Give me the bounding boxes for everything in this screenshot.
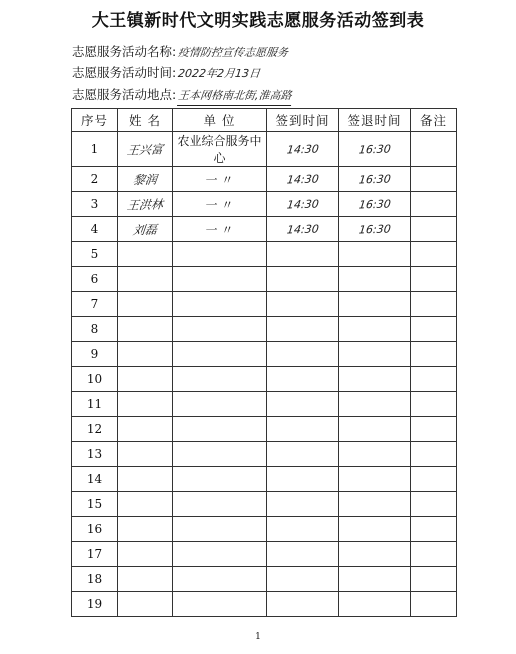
header-name: 姓 名 bbox=[118, 109, 173, 132]
activity-place-line bbox=[72, 86, 292, 104]
sign-in-time-text: 14:30 bbox=[285, 172, 320, 187]
row-number: 5 bbox=[72, 242, 118, 267]
unit-cell bbox=[173, 392, 267, 417]
sign-in-time-text: 14:30 bbox=[285, 197, 320, 212]
activity-place-value: 王本网格南北街,淮高路 bbox=[177, 87, 292, 106]
row-number: 15 bbox=[72, 492, 118, 517]
sign-in-time-text: 14:30 bbox=[285, 222, 320, 237]
table-row bbox=[72, 167, 457, 192]
sign-in-time bbox=[267, 342, 339, 367]
page-number: 1 bbox=[255, 632, 261, 642]
sign-out-time bbox=[339, 417, 411, 442]
unit-cell: 农业综合服务中心 bbox=[173, 132, 267, 167]
sign-in-time bbox=[267, 517, 339, 542]
note-cell bbox=[411, 192, 457, 217]
sign-in-time bbox=[267, 567, 339, 592]
sign-in-time bbox=[267, 392, 339, 417]
activity-time-value: 2022年2月13日 bbox=[177, 67, 261, 80]
activity-name-value: 疫情防控宣传志愿服务 bbox=[177, 46, 289, 59]
sign-in-time bbox=[267, 417, 339, 442]
row-number: 17 bbox=[72, 542, 118, 567]
signature bbox=[118, 342, 173, 367]
sign-in-time bbox=[267, 467, 339, 492]
signature bbox=[118, 567, 173, 592]
sign-out-time bbox=[339, 317, 411, 342]
sign-in-time bbox=[267, 367, 339, 392]
sign-in-time bbox=[267, 542, 339, 567]
row-number: 7 bbox=[72, 292, 118, 317]
sign-out-time bbox=[339, 567, 411, 592]
note-cell bbox=[411, 517, 457, 542]
note-cell bbox=[411, 567, 457, 592]
sign-in-time bbox=[267, 292, 339, 317]
signature bbox=[118, 417, 173, 442]
header-note: 备注 bbox=[411, 109, 457, 132]
activity-time-label: 志愿服务活动时间: bbox=[72, 65, 177, 80]
signature bbox=[118, 542, 173, 567]
signature bbox=[118, 492, 173, 517]
signature bbox=[118, 392, 173, 417]
sign-in-time bbox=[267, 267, 339, 292]
sign-out-time-text: 16:30 bbox=[357, 222, 392, 237]
row-number: 12 bbox=[72, 417, 118, 442]
table-row bbox=[72, 217, 457, 242]
sign-out-time bbox=[339, 342, 411, 367]
table-row bbox=[72, 292, 457, 317]
table-row bbox=[72, 517, 457, 542]
sign-in-time bbox=[267, 442, 339, 467]
unit-cell bbox=[173, 567, 267, 592]
signature bbox=[118, 592, 173, 617]
header-no: 序号 bbox=[72, 109, 118, 132]
header-sign-out: 签退时间 bbox=[339, 109, 411, 132]
note-cell bbox=[411, 267, 457, 292]
sign-out-time bbox=[339, 192, 411, 217]
unit-cell bbox=[173, 367, 267, 392]
sign-out-time bbox=[339, 492, 411, 517]
sign-out-time bbox=[339, 292, 411, 317]
note-cell bbox=[411, 167, 457, 192]
signature bbox=[118, 242, 173, 267]
sign-out-time bbox=[339, 267, 411, 292]
unit-cell bbox=[173, 242, 267, 267]
activity-place-label: 志愿服务活动地点: bbox=[72, 87, 177, 102]
sign-out-time bbox=[339, 167, 411, 192]
note-cell bbox=[411, 132, 457, 167]
signature bbox=[118, 367, 173, 392]
signature bbox=[118, 292, 173, 317]
unit-cell bbox=[173, 267, 267, 292]
unit-cell: 一 〃 bbox=[173, 167, 267, 192]
note-cell bbox=[411, 417, 457, 442]
table-row bbox=[72, 317, 457, 342]
table-row bbox=[72, 542, 457, 567]
table-row bbox=[72, 242, 457, 267]
table-row bbox=[72, 592, 457, 617]
row-number: 9 bbox=[72, 342, 118, 367]
unit-cell bbox=[173, 467, 267, 492]
signature bbox=[118, 132, 173, 167]
signature bbox=[118, 467, 173, 492]
signature bbox=[118, 217, 173, 242]
sign-out-time-text: 16:30 bbox=[357, 197, 392, 212]
header-unit: 单 位 bbox=[173, 109, 267, 132]
table-row bbox=[72, 492, 457, 517]
unit-cell: 一 〃 bbox=[173, 192, 267, 217]
signature bbox=[118, 442, 173, 467]
unit-cell bbox=[173, 342, 267, 367]
table-row bbox=[72, 442, 457, 467]
row-number: 18 bbox=[72, 567, 118, 592]
unit-cell bbox=[173, 492, 267, 517]
signature-text: 王兴富 bbox=[126, 141, 164, 158]
unit-cell bbox=[173, 442, 267, 467]
table-row bbox=[72, 567, 457, 592]
note-cell bbox=[411, 242, 457, 267]
sign-in-time-text: 14:30 bbox=[285, 142, 320, 157]
row-number: 14 bbox=[72, 467, 118, 492]
row-number: 2 bbox=[72, 167, 118, 192]
sign-in-time bbox=[267, 167, 339, 192]
row-number: 4 bbox=[72, 217, 118, 242]
unit-cell bbox=[173, 417, 267, 442]
page-title: 大王镇新时代文明实践志愿服务活动签到表 bbox=[91, 11, 425, 31]
header-sign-in: 签到时间 bbox=[267, 109, 339, 132]
note-cell bbox=[411, 542, 457, 567]
table-row bbox=[72, 192, 457, 217]
note-cell bbox=[411, 292, 457, 317]
unit-cell bbox=[173, 517, 267, 542]
sign-in-time bbox=[267, 317, 339, 342]
note-cell bbox=[411, 367, 457, 392]
sign-in-time bbox=[267, 132, 339, 167]
signature bbox=[118, 167, 173, 192]
note-cell bbox=[411, 467, 457, 492]
sign-in-time bbox=[267, 192, 339, 217]
sign-out-time-text: 16:30 bbox=[357, 142, 392, 157]
table-row bbox=[72, 132, 457, 167]
signature bbox=[118, 192, 173, 217]
row-number: 6 bbox=[72, 267, 118, 292]
row-number: 3 bbox=[72, 192, 118, 217]
sign-out-time bbox=[339, 442, 411, 467]
signature-text: 黎润 bbox=[132, 172, 158, 187]
table-row bbox=[72, 367, 457, 392]
table-row bbox=[72, 267, 457, 292]
sign-in-time bbox=[267, 492, 339, 517]
sign-out-time bbox=[339, 542, 411, 567]
sign-out-time bbox=[339, 392, 411, 417]
signature-text: 刘磊 bbox=[132, 222, 158, 237]
sign-out-time bbox=[339, 592, 411, 617]
table-header-row bbox=[72, 109, 457, 132]
row-number: 8 bbox=[72, 317, 118, 342]
sign-out-time bbox=[339, 517, 411, 542]
table-row bbox=[72, 417, 457, 442]
unit-cell bbox=[173, 592, 267, 617]
signature bbox=[118, 517, 173, 542]
signature bbox=[118, 267, 173, 292]
row-number: 16 bbox=[72, 517, 118, 542]
table-row bbox=[72, 342, 457, 367]
activity-name-label: 志愿服务活动名称: bbox=[72, 44, 177, 59]
note-cell bbox=[411, 492, 457, 517]
sign-out-time bbox=[339, 467, 411, 492]
sign-out-time bbox=[339, 367, 411, 392]
note-cell bbox=[411, 217, 457, 242]
signature bbox=[118, 317, 173, 342]
row-number: 13 bbox=[72, 442, 118, 467]
unit-cell bbox=[173, 542, 267, 567]
sign-in-table bbox=[71, 108, 457, 617]
row-number: 19 bbox=[72, 592, 118, 617]
table-row bbox=[72, 467, 457, 492]
note-cell bbox=[411, 442, 457, 467]
row-number: 11 bbox=[72, 392, 118, 417]
note-cell bbox=[411, 317, 457, 342]
sign-out-time bbox=[339, 132, 411, 167]
sign-out-time-text: 16:30 bbox=[357, 172, 392, 187]
row-number: 10 bbox=[72, 367, 118, 392]
sign-in-time bbox=[267, 592, 339, 617]
sign-in-time bbox=[267, 242, 339, 267]
unit-cell bbox=[173, 292, 267, 317]
table-row bbox=[72, 392, 457, 417]
sign-out-time bbox=[339, 242, 411, 267]
unit-cell: 一 〃 bbox=[173, 217, 267, 242]
note-cell bbox=[411, 592, 457, 617]
note-cell bbox=[411, 342, 457, 367]
row-number: 1 bbox=[72, 132, 118, 167]
sign-in-time bbox=[267, 217, 339, 242]
unit-cell bbox=[173, 317, 267, 342]
sign-out-time bbox=[339, 217, 411, 242]
activity-name-line bbox=[72, 43, 288, 61]
signature-text: 王洪林 bbox=[126, 196, 164, 213]
activity-time-line bbox=[72, 64, 260, 82]
note-cell bbox=[411, 392, 457, 417]
